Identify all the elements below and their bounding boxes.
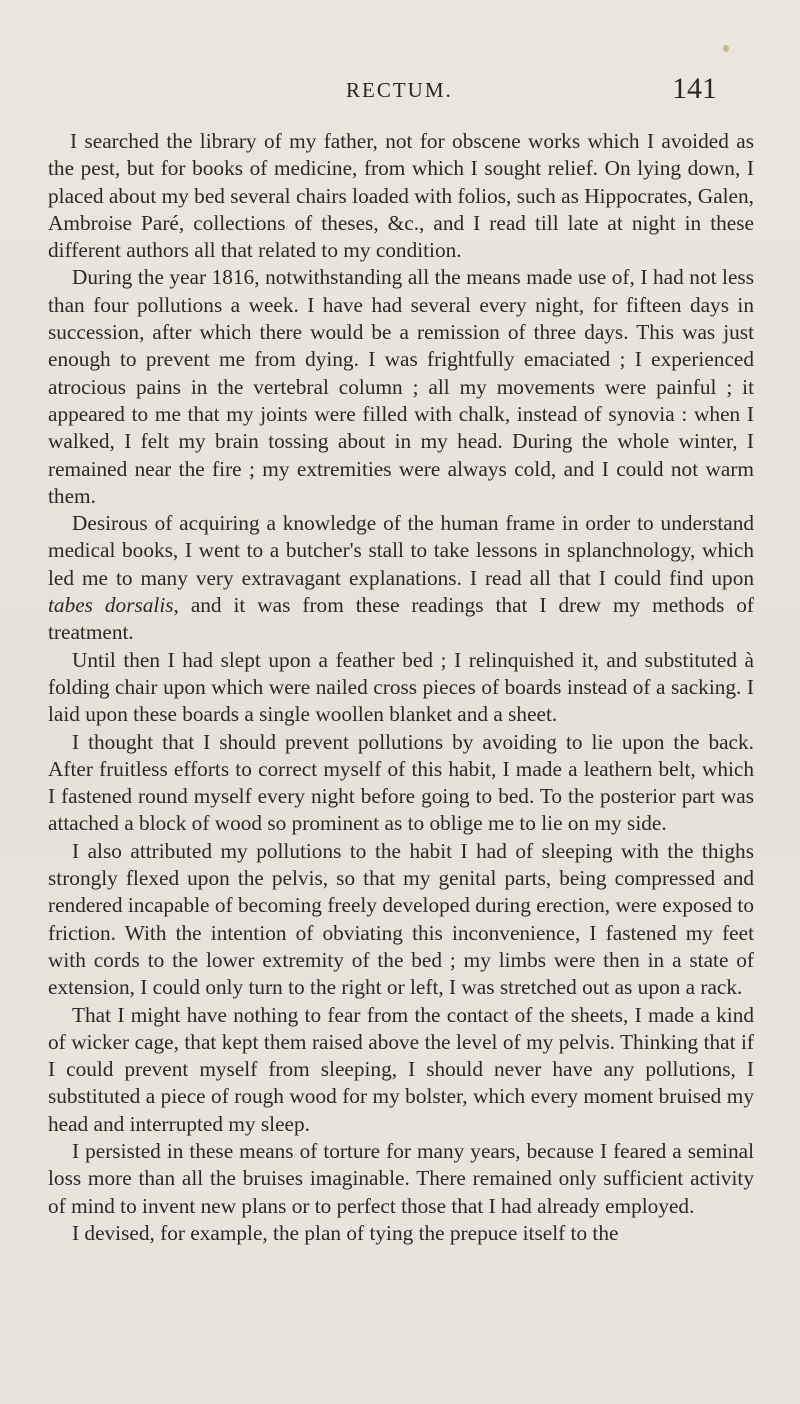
paragraph-9: I devised, for example, the plan of tying the prepuce itself to the xyxy=(72,1220,619,1245)
paper-speck xyxy=(723,45,729,52)
page-number: 141 xyxy=(672,72,717,105)
paragraph-8: I persisted in these means of torture for many years, because I feared a seminal loss more than all the bruises imaginable. There remained only sufficient activity of mind to invent new plans or to perfect those that I had already employed. xyxy=(48,1138,754,1218)
italic-term: tabes dorsalis xyxy=(48,593,174,618)
paragraph-2: During the year 1816, notwithstanding all the means made use of, I had not less than four pollutions a week. I have had several every night, for fifteen days in succession, after which there would be a remission of three days. This was just enough to prevent me from dying. I was frightfully emaciated ; I experienced atrocious pains in the vertebral column ; all my movements were painful ; it appeared to me that my joints were filled with chalk, instead of synovia : when I walked, I felt my brain tossing about in my head. During the whole winter, I remained near the fire ; my extremities were always cold, and I could not warm them. xyxy=(48,265,754,508)
paragraph-3 xyxy=(48,510,754,646)
body-text xyxy=(48,128,754,1247)
paragraph-5: I thought that I should prevent pollutions by avoiding to lie upon the back. After fruitless efforts to correct myself of this habit, I made a leathern belt, which I fastened round myself every night before going to bed. To the posterior part was attached a block of wood so prominent as to oblige me to lie on my side. xyxy=(48,729,754,836)
paragraph-3-text-start: Desirous of acquiring a knowledge of the human frame in order to understand medical books, I went to a butcher's stall to take lessons in splanchnology, which led me to many very extravagant explanations. I read all that I could find upon xyxy=(48,511,754,590)
page-header xyxy=(0,72,800,112)
paragraph-1: I searched the library of my father, not for obscene works which I avoided as the pest, but for books of medicine, from which I sought relief. On lying down, I placed about my bed several chairs loaded with folios, such as Hippocrates, Galen, Ambroise Paré, collections of theses, &c., and I read till late at night in these different authors all that related to my condition. xyxy=(48,129,754,263)
paragraph-7: That I might have nothing to fear from the contact of the sheets, I made a kind of wicker cage, that kept them raised above the level of my pelvis. Thinking that if I could prevent myself from sleeping, I should never have any pollutions, I substituted a piece of rough wood for my bolster, which every moment bruised my head and interrupted my sleep. xyxy=(48,1002,754,1136)
paragraph-6: I also attributed my pollutions to the habit I had of sleeping with the thighs strongly flexed upon the pelvis, so that my genital parts, being compressed and rendered incapable of becoming freely developed during erection, were exposed to friction. With the intention of obviating this inconvenience, I fastened my feet with cords to the lower extremity of the bed ; my limbs were then in a state of extension, I could only turn to the right or left, I was stretched out as upon a rack. xyxy=(48,838,754,1000)
paragraph-4: Until then I had slept upon a feather bed ; I relinquished it, and substituted à folding chair upon which were nailed cross pieces of boards instead of a sacking. I laid upon these boards a single woollen blanket and a sheet. xyxy=(48,647,754,727)
running-head: RECTUM. xyxy=(346,78,453,102)
paragraph-3-text-end: , and it was from these readings that I drew my methods of treatment. xyxy=(48,593,754,645)
